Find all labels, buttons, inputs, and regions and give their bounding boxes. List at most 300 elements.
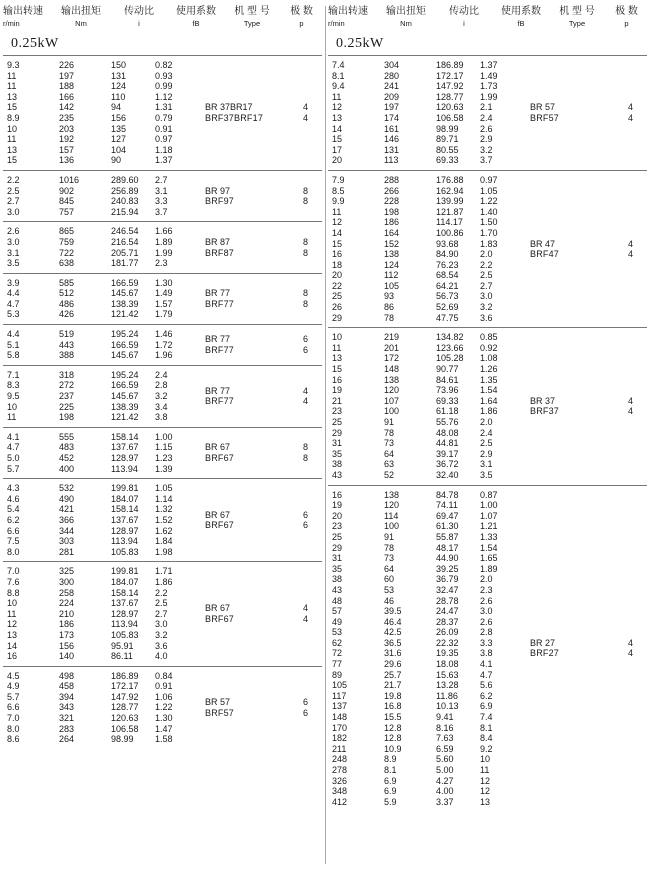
factor-cell: 2.3 xyxy=(155,258,168,269)
speed-cell: 8.0 xyxy=(7,723,20,734)
model-type xyxy=(494,102,560,123)
torque-cell: 281 xyxy=(59,546,75,557)
ratio-cell: 39.17 xyxy=(436,448,459,459)
factor-cell: 3.7 xyxy=(480,155,493,166)
speed-cell: 29 xyxy=(332,542,343,553)
speed-cell: 13 xyxy=(7,629,18,640)
factor-cell: 1.30 xyxy=(155,277,173,288)
header-label: 使用系数 xyxy=(501,6,541,17)
right-column xyxy=(328,6,647,811)
pole-count xyxy=(552,638,647,659)
speed-cell: 14 xyxy=(7,640,18,651)
ratio-cell: 145.67 xyxy=(111,288,139,299)
torque-cell: 228 xyxy=(384,196,400,207)
pole-value: 4 xyxy=(302,396,308,407)
factor-cell: 1.52 xyxy=(155,514,173,525)
factor-cell: 7.4 xyxy=(480,712,493,723)
table-row xyxy=(3,402,169,413)
factor-cell: 3.1 xyxy=(155,185,168,196)
torque-cell: 452 xyxy=(59,453,75,463)
torque-cell: 78 xyxy=(384,427,395,438)
factor-cell: 3.8 xyxy=(480,648,493,659)
model-type xyxy=(169,185,235,207)
torque-cell: 60 xyxy=(384,574,395,585)
ratio-cell: 22.32 xyxy=(436,637,459,648)
factor-cell: 1.22 xyxy=(155,702,173,713)
speed-cell: 31 xyxy=(332,553,343,564)
spec-rows xyxy=(328,332,498,480)
ratio-cell: 128.77 xyxy=(436,91,464,102)
header-label: 输出转速 xyxy=(328,6,368,17)
speed-cell: 117 xyxy=(332,690,347,701)
ratio-cell: 134.82 xyxy=(436,332,464,343)
factor-cell: 1.71 xyxy=(155,566,173,577)
table-row xyxy=(3,702,173,713)
torque-cell: 105 xyxy=(384,280,400,291)
ratio-cell: 138.39 xyxy=(111,298,139,309)
ratio-cell: 105.83 xyxy=(111,546,139,557)
ratio-cell: 147.92 xyxy=(436,81,464,92)
table-row xyxy=(328,281,494,292)
table-row xyxy=(3,277,173,289)
torque-cell: 237 xyxy=(59,391,75,402)
ratio-cell: 64.21 xyxy=(436,280,459,291)
torque-cell: 258 xyxy=(59,587,75,598)
ratio-cell: 162.94 xyxy=(436,185,464,196)
ratio-cell: 61.18 xyxy=(436,406,459,417)
speed-cell: 248 xyxy=(332,754,348,765)
table-row xyxy=(328,500,498,511)
table-row xyxy=(328,617,494,628)
table-row xyxy=(328,428,494,439)
speed-cell: 8.6 xyxy=(7,734,20,745)
header-label: 机 型 号 xyxy=(234,6,270,17)
torque-cell: 136 xyxy=(59,155,75,166)
table-row xyxy=(3,483,173,494)
table-row xyxy=(3,525,173,537)
torque-cell: 226 xyxy=(59,60,75,70)
spec-section xyxy=(328,170,647,327)
speed-cell: 5.0 xyxy=(7,453,20,463)
table-row xyxy=(3,670,173,682)
factor-cell: 0.91 xyxy=(155,681,173,692)
torque-cell: 5.9 xyxy=(384,796,397,807)
speed-cell: 13 xyxy=(7,91,18,102)
ratio-cell: 195.24 xyxy=(111,369,139,380)
speed-cell: 4.6 xyxy=(7,493,20,504)
factor-cell: 1.37 xyxy=(480,60,498,70)
right-sections xyxy=(328,55,647,811)
pole-value: 8 xyxy=(302,196,308,207)
table-row xyxy=(3,391,169,402)
ratio-cell: 39.25 xyxy=(436,563,459,574)
factor-cell: 1.15 xyxy=(155,442,173,453)
ratio-cell: 120.63 xyxy=(436,102,464,113)
factor-cell: 1.46 xyxy=(155,329,173,340)
factor-cell: 11 xyxy=(480,765,490,775)
torque-cell: 64 xyxy=(384,563,395,574)
table-row xyxy=(328,521,498,532)
model-type-label: BR 77 xyxy=(205,385,231,396)
ratio-cell: 150 xyxy=(111,60,127,70)
model-type xyxy=(169,288,235,309)
model-type-label: BRF27 xyxy=(530,648,560,659)
factor-cell: 1.35 xyxy=(480,374,498,385)
torque-cell: 73 xyxy=(384,553,395,564)
table-row xyxy=(3,81,173,92)
ratio-cell: 113.94 xyxy=(111,619,138,630)
speed-cell: 18 xyxy=(332,259,343,270)
table-row xyxy=(328,627,494,638)
factor-cell: 1.00 xyxy=(480,500,498,511)
model-type-label: BR 97 xyxy=(205,185,231,196)
ratio-cell: 26.09 xyxy=(436,627,459,638)
speed-cell: 5.3 xyxy=(7,309,20,320)
ratio-cell: 5.60 xyxy=(436,754,454,765)
speed-cell: 22 xyxy=(332,280,343,291)
factor-cell: 2.7 xyxy=(155,174,168,185)
ratio-cell: 89.71 xyxy=(436,134,459,145)
header-cell xyxy=(53,6,109,30)
table-row xyxy=(328,596,494,607)
table-row xyxy=(3,298,173,310)
factor-cell: 3.0 xyxy=(480,606,493,617)
torque-cell: 166 xyxy=(59,91,75,102)
ratio-cell: 94 xyxy=(111,102,122,113)
factor-cell: 3.2 xyxy=(155,391,168,402)
torque-cell: 303 xyxy=(59,536,75,547)
speed-cell: 10 xyxy=(332,332,343,343)
factor-cell: 1.50 xyxy=(480,217,498,228)
ratio-cell: 44.90 xyxy=(436,553,459,564)
spec-section xyxy=(3,427,322,478)
pole-value: 4 xyxy=(627,238,633,249)
factor-cell: 1.30 xyxy=(155,713,173,724)
torque-cell: 6.9 xyxy=(384,786,397,797)
table-row xyxy=(328,691,494,702)
pole-value: 4 xyxy=(302,603,308,614)
table-row xyxy=(328,60,498,71)
speed-cell: 6.6 xyxy=(7,702,20,713)
spec-rows xyxy=(328,489,498,808)
spec-section xyxy=(3,666,322,749)
table-row xyxy=(3,186,169,197)
ratio-cell: 84.78 xyxy=(436,489,459,500)
model-type xyxy=(169,385,235,407)
model-type-label: BRF67 xyxy=(205,520,235,531)
torque-cell: 107 xyxy=(384,395,400,406)
speed-cell: 8.1 xyxy=(332,70,345,81)
speed-cell: 12 xyxy=(332,102,343,113)
table-row xyxy=(328,470,494,481)
model-type xyxy=(169,236,235,258)
factor-cell: 0.84 xyxy=(155,670,173,681)
spec-section xyxy=(3,273,322,324)
table-row xyxy=(3,236,173,248)
table-row xyxy=(3,442,173,453)
model-type-label: BR 67 xyxy=(205,603,231,614)
ratio-cell: 158.14 xyxy=(111,587,139,598)
table-row xyxy=(328,374,498,386)
factor-cell: 1.06 xyxy=(155,691,173,702)
torque-cell: 512 xyxy=(59,288,75,299)
factor-cell: 0.97 xyxy=(155,134,173,145)
spec-section xyxy=(3,561,322,665)
ratio-cell: 147.92 xyxy=(111,691,139,702)
header-unit: Type xyxy=(568,19,586,28)
table-row xyxy=(3,588,169,599)
speed-cell: 11 xyxy=(332,342,342,353)
table-row xyxy=(3,734,173,745)
factor-cell: 8.4 xyxy=(480,733,493,744)
torque-cell: 113 xyxy=(384,155,399,166)
factor-cell: 1.49 xyxy=(155,288,173,299)
ratio-cell: 5.00 xyxy=(436,765,454,775)
speed-cell: 348 xyxy=(332,786,348,797)
factor-cell: 2.4 xyxy=(155,369,168,380)
pole-count xyxy=(227,334,322,355)
table-row xyxy=(328,134,494,145)
ratio-cell: 215.94 xyxy=(111,206,139,217)
speed-cell: 35 xyxy=(332,448,343,459)
ratio-cell: 84.90 xyxy=(436,249,459,260)
torque-cell: 585 xyxy=(59,277,75,288)
speed-cell: 13 xyxy=(332,112,343,123)
pole-value: 8 xyxy=(302,247,308,258)
pole-value: 4 xyxy=(302,102,308,113)
ratio-cell: 195.24 xyxy=(111,329,139,340)
ratio-cell: 184.07 xyxy=(111,576,139,587)
ratio-cell: 68.54 xyxy=(436,270,459,281)
speed-cell: 17 xyxy=(332,144,343,155)
table-row xyxy=(3,144,173,156)
pole-value: 4 xyxy=(627,395,633,406)
torque-cell: 19.8 xyxy=(384,690,402,701)
factor-cell: 1.23 xyxy=(155,453,173,463)
speed-cell: 12 xyxy=(332,217,343,228)
torque-cell: 164 xyxy=(384,227,400,238)
spec-rows xyxy=(3,566,173,662)
table-row xyxy=(328,531,498,543)
torque-cell: 845 xyxy=(59,196,75,207)
torque-cell: 1016 xyxy=(59,174,80,185)
table-row xyxy=(328,302,494,313)
header-cell xyxy=(328,6,378,30)
factor-cell: 0.93 xyxy=(155,70,173,81)
torque-cell: 197 xyxy=(59,70,75,81)
table-row xyxy=(328,786,494,797)
header-label: 输出扭矩 xyxy=(61,6,101,17)
table-row xyxy=(328,638,494,649)
torque-cell: 426 xyxy=(59,309,75,320)
model-type xyxy=(169,102,264,123)
speed-cell: 9.5 xyxy=(7,391,20,402)
factor-cell: 1.54 xyxy=(480,385,498,396)
ratio-cell: 176.88 xyxy=(436,174,464,185)
model-type-label: BRF57 xyxy=(530,112,560,123)
speed-cell: 11 xyxy=(7,608,17,619)
torque-cell: 138 xyxy=(384,489,400,500)
header-unit: i xyxy=(138,19,140,28)
spec-section xyxy=(328,55,647,170)
speed-cell: 49 xyxy=(332,616,343,627)
table-row xyxy=(3,380,169,391)
speed-cell: 38 xyxy=(332,574,343,585)
ratio-cell: 113.94 xyxy=(111,463,138,474)
ratio-cell: 172.17 xyxy=(436,70,464,81)
table-row xyxy=(328,553,498,564)
table-row xyxy=(3,196,169,207)
spec-section xyxy=(328,485,647,812)
speed-cell: 2.7 xyxy=(7,196,20,207)
ratio-cell: 138.39 xyxy=(111,401,139,412)
ratio-cell: 48.17 xyxy=(436,542,459,553)
torque-cell: 78 xyxy=(384,542,395,553)
factor-cell: 0.85 xyxy=(480,332,498,343)
factor-cell: 2.2 xyxy=(155,587,168,598)
torque-cell: 325 xyxy=(59,566,75,577)
ratio-cell: 76.23 xyxy=(436,259,459,270)
speed-cell: 4.5 xyxy=(7,670,20,681)
torque-cell: 197 xyxy=(384,102,400,113)
table-row xyxy=(328,510,498,522)
pole-value: 4 xyxy=(627,637,633,648)
ratio-cell: 32.40 xyxy=(436,469,459,480)
header-label: 机 型 号 xyxy=(559,6,595,17)
ratio-cell: 166.59 xyxy=(111,380,139,391)
pole-count xyxy=(552,102,647,123)
header-unit: r/min xyxy=(3,19,20,28)
table-row xyxy=(3,609,169,620)
torque-cell: 198 xyxy=(384,206,400,217)
model-type xyxy=(494,395,560,417)
speed-cell: 2.5 xyxy=(7,185,20,196)
spec-section xyxy=(3,324,322,365)
speed-cell: 8.9 xyxy=(7,112,20,123)
speed-cell: 15 xyxy=(7,155,18,166)
ratio-cell: 256.89 xyxy=(111,185,139,196)
speed-cell: 8.3 xyxy=(7,380,20,391)
torque-cell: 388 xyxy=(59,350,75,361)
speed-cell: 20 xyxy=(332,155,343,166)
ratio-cell: 139.99 xyxy=(436,196,464,207)
pole-value: 4 xyxy=(627,112,633,123)
speed-cell: 53 xyxy=(332,627,343,638)
torque-cell: 31.6 xyxy=(384,648,402,659)
spec-rows xyxy=(3,175,169,217)
factor-cell: 10 xyxy=(480,754,491,765)
factor-cell: 13 xyxy=(480,796,491,807)
factor-cell: 1.00 xyxy=(155,431,173,442)
header-cell xyxy=(169,6,223,30)
ratio-cell: 98.99 xyxy=(111,734,134,745)
factor-cell: 1.89 xyxy=(155,236,173,247)
factor-cell: 1.18 xyxy=(155,144,173,155)
torque-cell: 15.5 xyxy=(384,712,402,723)
speed-cell: 29 xyxy=(332,427,343,438)
header-cell xyxy=(434,6,494,30)
speed-cell: 43 xyxy=(332,469,343,480)
table-row xyxy=(328,174,498,186)
ratio-cell: 90 xyxy=(111,155,122,166)
table-row xyxy=(328,313,494,324)
table-row xyxy=(3,112,173,124)
ratio-cell: 137.67 xyxy=(111,514,139,525)
factor-cell: 1.08 xyxy=(480,353,498,364)
spec-rows xyxy=(3,483,173,557)
ratio-cell: 4.27 xyxy=(436,775,454,786)
table-row xyxy=(328,723,494,734)
speed-cell: 4.3 xyxy=(7,483,20,494)
speed-cell: 43 xyxy=(332,584,343,595)
ratio-cell: 186.89 xyxy=(111,670,139,681)
torque-cell: 421 xyxy=(59,504,75,515)
torque-cell: 29.6 xyxy=(384,659,402,670)
factor-cell: 3.6 xyxy=(155,640,168,651)
pole-value: 8 xyxy=(302,185,308,196)
speed-cell: 38 xyxy=(332,459,343,470)
header-cell xyxy=(606,6,647,30)
header-cell xyxy=(494,6,548,30)
ratio-cell: 110 xyxy=(111,91,126,102)
ratio-cell: 73.96 xyxy=(436,385,459,396)
table-row xyxy=(328,765,494,776)
table-row xyxy=(328,563,498,575)
factor-cell: 2.3 xyxy=(480,584,493,595)
speed-cell: 7.6 xyxy=(7,576,20,587)
speed-cell: 8.5 xyxy=(332,185,345,196)
factor-cell: 4.1 xyxy=(480,659,493,670)
torque-cell: 78 xyxy=(384,312,395,323)
factor-cell: 3.0 xyxy=(480,291,493,302)
pole-value: 8 xyxy=(302,453,308,463)
speed-cell: 105 xyxy=(332,680,348,691)
column-divider xyxy=(325,6,326,864)
header-label: 极 数 xyxy=(290,6,313,17)
factor-cell: 1.14 xyxy=(155,493,173,504)
ratio-cell: 199.81 xyxy=(111,566,139,577)
pole-value: 4 xyxy=(302,614,308,625)
pole-count xyxy=(227,442,322,463)
speed-cell: 19 xyxy=(332,500,343,511)
ratio-cell: 74.11 xyxy=(436,500,458,511)
table-row xyxy=(328,438,494,449)
factor-cell: 5.6 xyxy=(480,680,493,691)
table-row xyxy=(3,630,169,641)
factor-cell: 1.39 xyxy=(155,463,173,474)
header-label: 传动比 xyxy=(124,6,154,17)
ratio-cell: 156 xyxy=(111,112,127,123)
ratio-cell: 104 xyxy=(111,144,127,155)
factor-cell: 1.07 xyxy=(480,510,498,521)
factor-cell: 2.0 xyxy=(480,417,493,427)
table-row xyxy=(328,744,494,755)
ratio-cell: 158.14 xyxy=(111,504,139,515)
ratio-cell: 113.94 xyxy=(111,536,138,547)
speed-cell: 29 xyxy=(332,312,343,323)
ratio-cell: 158.14 xyxy=(111,431,139,442)
model-type-label: BRF87 xyxy=(205,247,235,258)
speed-cell: 148 xyxy=(332,712,348,723)
torque-cell: 21.7 xyxy=(384,680,402,691)
speed-cell: 19 xyxy=(332,385,343,396)
model-type-label: BRF67 xyxy=(205,453,235,463)
torque-cell: 519 xyxy=(59,329,75,340)
header-label: 极 数 xyxy=(615,6,638,17)
ratio-cell: 246.54 xyxy=(111,226,139,237)
factor-cell: 1.47 xyxy=(155,723,173,734)
speed-cell: 11 xyxy=(7,412,17,423)
